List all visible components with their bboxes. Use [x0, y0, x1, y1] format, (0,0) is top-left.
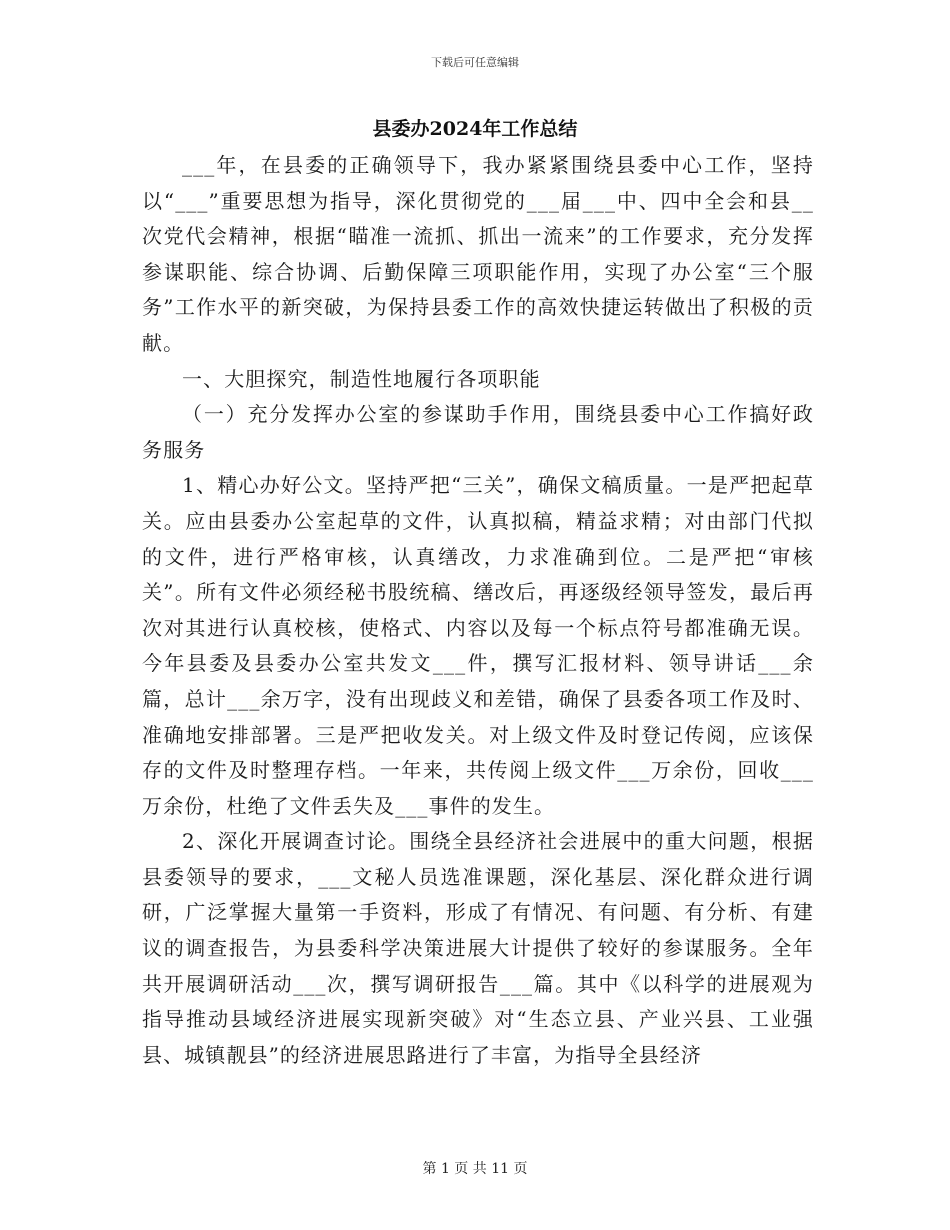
paragraph-intro: ___年，在县委的正确领导下，我办紧紧围绕县委中心工作，坚持以“___”重要思想为指导，深化贯彻党的___届___中、四中全会和县__次党代会精神，根据“瞄准一流抓、抓出一流来”的工作要求，充分发挥参谋职能、综合协调、后勤保障三项职能作用，实现了办公室“三个服务”工作水平的新突破，为保持县委工作的高效快捷运转做出了积极的贡献。: [142, 153, 814, 355]
document-body: [142, 148, 814, 1073]
section-heading-1: 一、大胆探究，制造性地履行各项职能: [182, 366, 541, 391]
document-title: 县委办2024年工作总结: [372, 118, 578, 140]
page-footer: 第 1 页 共 11 页: [422, 1161, 528, 1177]
paragraph-research: 2、深化开展调查讨论。围绕全县经济社会进展中的重大问题，根据县委领导的要求，___文秘人员选准课题，深化基层、深化群众进行调研，广泛掌握大量第一手资料，形成了有情况、有问题、有分析、有建议的调查报告，为县委科学决策进展大计提供了较好的参谋服务。全年共开展调研活动___次，撰写调研报告___篇。其中《以科学的进展观为指导推动县域经济进展实现新突破》对“生态立县、产业兴县、工业强县、城镇靓县”的经济进展思路进行了丰富，为指导全县经济: [142, 829, 814, 1067]
paragraph-official-documents: 1、精心办好公文。坚持严把“三关”，确保文稿质量。一是严把起草关。应由县委办公室起草的文件，认真拟稿，精益求精；对由部门代拟的文件，进行严格审核，认真缮改，力求准确到位。二是严把“审核关”。所有文件必须经秘书股统稿、缮改后，再逐级经领导签发，最后再次对其进行认真校核，使格式、内容以及每一个标点符号都准确无误。今年县委及县委办公室共发文___件，撰写汇报材料、领导讲话___余篇，总计___余万字，没有出现歧义和差错，确保了县委各项工作及时、准确地安排部署。三是严把收发关。对上级文件及时登记传阅，应该保存的文件及时整理存档。一年来，共传阅上级文件___万余份，回收___万余份，杜绝了文件丢失及___事件的发生。: [142, 473, 814, 818]
header-note: 下载后可任意编辑: [431, 56, 519, 69]
subsection-heading-1: （一）充分发挥办公室的参谋助手作用，围绕县委中心工作搞好政务服务: [142, 402, 814, 462]
